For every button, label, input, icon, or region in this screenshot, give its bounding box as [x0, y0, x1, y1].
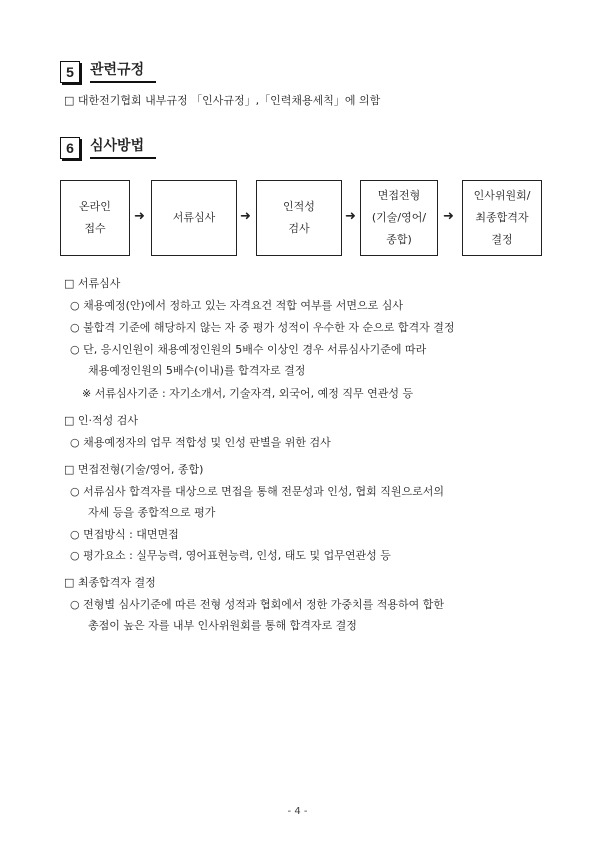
flow-step-online-application — [60, 180, 130, 256]
list-item: ○ 평가요소 : 실무능력, 영어표현능력, 인성, 태도 및 업무연관성 등 — [70, 549, 391, 562]
arrow-right-icon: ➜ — [134, 209, 145, 224]
flow-step-line: 면접전형 — [377, 189, 421, 202]
flow-step-line: 인사위원회/ — [473, 189, 531, 202]
arrow-right-icon: ➜ — [240, 209, 251, 224]
flow-step-line: 온라인 — [79, 200, 111, 213]
flow-step-line: 접수 — [84, 222, 106, 235]
arrow-right-icon: ➜ — [345, 209, 356, 224]
list-item: ○ 전형별 심사기준에 따른 전형 성적과 협회에서 정한 가중치를 적용하여 합한 — [70, 598, 444, 611]
list-item: ○ 단, 응시인원이 채용예정인원의 5배수 이상인 경우 서류심사기준에 따라 — [70, 343, 427, 356]
list-item: ○ 불합격 기준에 해당하지 않는 자 중 평가 성적이 우수한 자 순으로 합격자 결정 — [70, 321, 455, 334]
flow-step-line: 결정 — [491, 233, 513, 246]
arrow-right-icon: ➜ — [443, 209, 454, 224]
heading-interview: □ 면접전형(기술/영어, 종합) — [64, 463, 204, 476]
flow-step-interview — [360, 180, 438, 256]
section-6-header — [60, 136, 156, 159]
list-item: ○ 서류심사 합격자를 대상으로 면접을 통해 전문성과 인성, 협회 직원으로서의 — [70, 485, 444, 498]
section-5-header — [60, 60, 156, 83]
flow-step-aptitude-test — [256, 180, 342, 256]
list-item-continuation: 자세 등을 종합적으로 평가 — [88, 506, 216, 519]
section-number: 6 — [60, 137, 80, 159]
list-item-continuation: 채용예정인원의 5배수(이내)를 합격자로 결정 — [88, 364, 306, 377]
page-number: - 4 - — [287, 806, 308, 817]
flow-step-final-decision — [462, 180, 542, 256]
heading-document-review: □ 서류심사 — [64, 277, 121, 290]
flow-step-line: 서류심사 — [172, 211, 216, 224]
section-title: 관련규정 — [90, 60, 156, 83]
note-item: ※ 서류심사기준 : 자기소개서, 기술자격, 외국어, 예정 직무 연관성 등 — [82, 387, 414, 400]
flow-step-line: 인적성 — [283, 200, 315, 213]
flow-step-line: 검사 — [288, 222, 310, 235]
flow-step-line: 종합) — [386, 233, 412, 246]
list-item-continuation: 총점이 높은 자를 내부 인사위원회를 통해 합격자로 결정 — [88, 619, 357, 632]
list-item: ○ 채용예정(안)에서 정하고 있는 자격요건 적합 여부를 서면으로 심사 — [70, 299, 404, 312]
regulation-text: □ 대한전기협회 내부규정 「인사규정」,「인력채용세칙」에 의함 — [64, 94, 381, 107]
section-title: 심사방법 — [90, 136, 156, 159]
heading-aptitude-test: □ 인·적성 검사 — [64, 414, 139, 427]
heading-final-decision: □ 최종합격자 결정 — [64, 576, 156, 589]
list-item: ○ 면접방식 : 대면면접 — [70, 528, 179, 541]
section-number: 5 — [60, 61, 80, 83]
flow-step-document-review — [151, 180, 237, 256]
flow-step-line: 최종합격자 — [475, 211, 529, 224]
flow-step-line: (기술/영어/ — [371, 211, 427, 224]
list-item: ○ 채용예정자의 업무 적합성 및 인성 판별을 위한 검사 — [70, 436, 331, 449]
